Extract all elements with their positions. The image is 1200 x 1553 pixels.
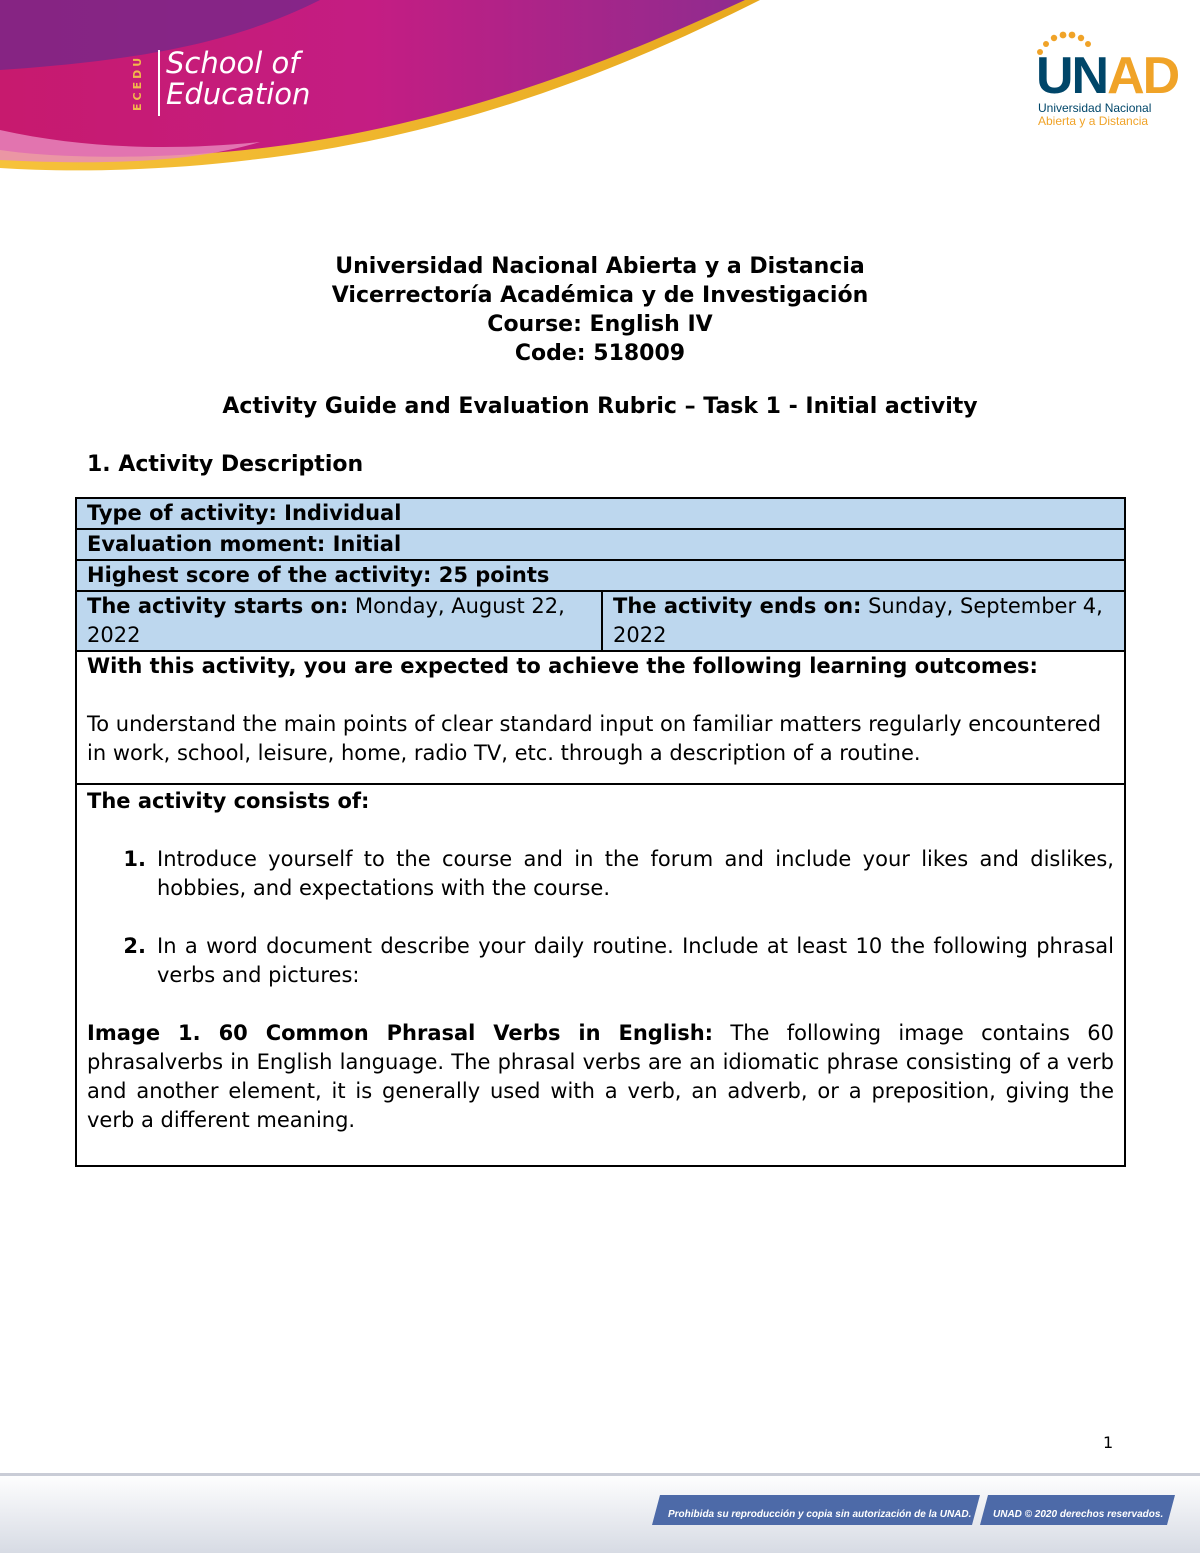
start-date-value: Monday, August 22, 2022 <box>87 594 565 647</box>
end-date-label: The activity ends on: <box>613 594 862 618</box>
table-row <box>76 498 1125 529</box>
end-date-value: Sunday, September 4, 2022 <box>613 594 1103 647</box>
ecedu-mark: ECEDU <box>131 54 144 112</box>
learning-outcomes-cell <box>76 651 1125 784</box>
table-row <box>76 784 1125 1166</box>
unad-wordmark <box>1036 47 1179 105</box>
school-of-education-logo <box>166 48 310 110</box>
list-item-number: 1. <box>123 847 146 871</box>
table-row <box>76 651 1125 784</box>
type-of-activity-cell: Type of activity: Individual <box>76 498 1125 529</box>
image-label: Image 1. 60 Common Phrasal Verbs in English: <box>87 1021 714 1045</box>
course-title: Course: English IV <box>487 312 713 337</box>
unad-subtitle-1: Universidad Nacional <box>1038 101 1152 115</box>
list-item <box>87 845 1114 903</box>
school-line-1: School of <box>166 46 300 80</box>
start-date-cell <box>76 591 602 651</box>
highest-score-cell: Highest score of the activity: 25 points <box>76 560 1125 591</box>
unad-word-un: UN <box>1036 47 1108 105</box>
copyright-notice-right: UNAD © 2020 derechos reservados. <box>993 1509 1164 1520</box>
list-item <box>87 932 1114 990</box>
activity-consists-heading: The activity consists of: <box>87 789 370 813</box>
activity-consists-cell <box>76 784 1125 1166</box>
learning-outcomes-heading: With this activity, you are expected to achieve the following learning outcomes: <box>87 654 1038 678</box>
list-item-number: 2. <box>123 934 146 958</box>
school-divider <box>158 50 160 116</box>
image-description-paragraph <box>87 1019 1114 1135</box>
school-line-2: Education <box>166 77 311 111</box>
guide-title: Activity Guide and Evaluation Rubric – Task 1 - Initial activity <box>222 394 978 419</box>
unad-subtitle-2: Abierta y a Distancia <box>1038 114 1149 128</box>
vice-rectory-title: Vicerrectoría Académica y de Investigación <box>331 283 869 308</box>
list-item-text: In a word document describe your daily routine. Include at least 10 the following phrasal verbs and pictures: <box>157 934 1114 987</box>
university-title: Universidad Nacional Abierta y a Distancia <box>335 254 865 279</box>
copyright-notice-left: Prohibida su reproducción y copia sin autorización de la UNAD. <box>668 1509 972 1520</box>
table-row <box>76 529 1125 560</box>
page-number: 1 <box>1103 1433 1114 1452</box>
end-date-cell <box>602 591 1125 651</box>
unad-word-ad: AD <box>1107 47 1179 105</box>
activity-steps-list <box>87 845 1114 990</box>
course-code: Code: 518009 <box>514 341 686 366</box>
learning-outcomes-text: To understand the main points of clear standard input on familiar matters regularly encountered in work, school, leisure, home, radio TV, etc. through a description of a routine. <box>87 712 1102 765</box>
start-date-label: The activity starts on: <box>87 594 349 618</box>
table-row <box>76 591 1125 651</box>
section-heading: 1. Activity Description <box>87 452 364 477</box>
image-description-text: The following image contains 60 phrasalverbs in English language. The phrasal verbs are an idiomatic phrase consisting of a verb and another element, it is generally used with a verb, an adverb, or a preposition, giving the verb a different meaning. <box>87 1021 1114 1132</box>
activity-table <box>75 497 1126 1167</box>
evaluation-moment-cell: Evaluation moment: Initial <box>76 529 1125 560</box>
table-row <box>76 560 1125 591</box>
list-item-text: Introduce yourself to the course and in the forum and include your likes and dislikes, hobbies, and expectations with the course. <box>157 847 1114 900</box>
document-title-block <box>0 252 1200 368</box>
